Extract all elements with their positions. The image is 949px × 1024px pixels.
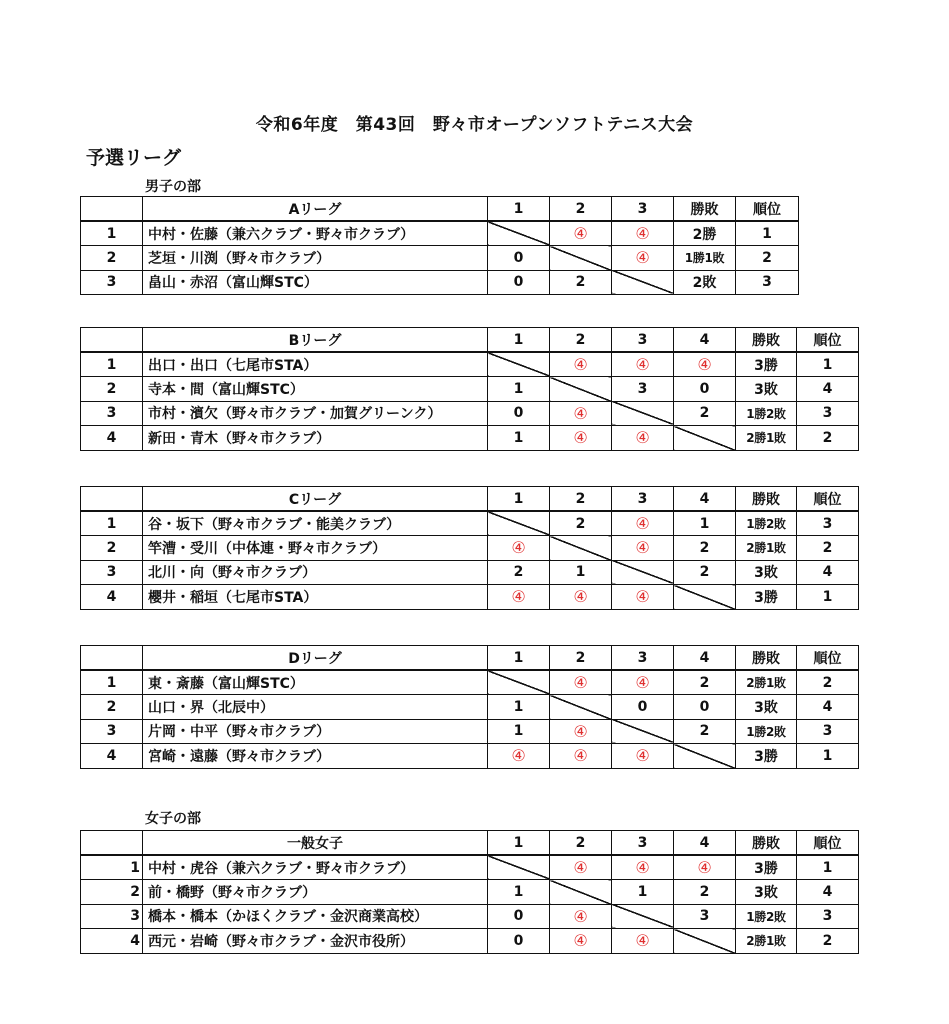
rank-cell: 2 <box>736 246 799 271</box>
self-match-diagonal-cell <box>612 270 674 295</box>
rank-header: 順位 <box>797 831 859 856</box>
self-match-diagonal-cell <box>674 426 736 451</box>
pair-name: 前・橋野（野々市クラブ） <box>143 880 488 905</box>
rank-cell: 2 <box>797 670 859 695</box>
win-mark: ④ <box>635 538 650 558</box>
record-header: 勝敗 <box>736 646 797 671</box>
game-score: 2 <box>699 564 710 581</box>
entry-number: 3 <box>81 270 143 295</box>
score-cell <box>488 536 550 561</box>
rank-header: 順位 <box>797 646 859 671</box>
score-cell <box>612 246 674 271</box>
self-match-diagonal-cell <box>674 929 736 954</box>
record-header: 勝敗 <box>736 328 797 353</box>
pair-name: 西元・岩崎（野々市クラブ・金沢市役所） <box>143 929 488 954</box>
rank-cell: 1 <box>797 352 859 377</box>
game-score: 0 <box>513 908 524 925</box>
self-match-diagonal-cell <box>612 401 674 426</box>
self-match-diagonal-cell <box>550 246 612 271</box>
record-cell: 1勝1敗 <box>674 246 736 271</box>
rank-header: 順位 <box>797 487 859 512</box>
game-score: 0 <box>513 274 524 291</box>
self-match-diagonal-cell <box>488 352 550 377</box>
self-match-diagonal-cell <box>674 585 736 610</box>
table-row <box>81 880 859 905</box>
pair-name: 櫻井・稲垣（七尾市STA） <box>143 585 488 610</box>
table-row <box>81 352 859 377</box>
page-title: 令和6年度 第43回 野々市オープンソフトテニス大会 <box>255 115 694 135</box>
pair-name: 山口・界（北辰中） <box>143 695 488 720</box>
table-row <box>81 511 859 536</box>
win-mark: ④ <box>573 721 588 741</box>
game-score: 0 <box>513 405 524 422</box>
entry-number: 2 <box>81 536 143 561</box>
self-match-diagonal-cell <box>674 744 736 769</box>
score-cell <box>488 560 550 585</box>
league-d-table <box>80 645 859 769</box>
table-row <box>81 426 859 451</box>
header-blank-cell <box>81 328 143 353</box>
score-cell <box>612 695 674 720</box>
header-blank-cell <box>81 831 143 856</box>
score-cell <box>674 560 736 585</box>
opponent-column-header: 4 <box>674 328 736 353</box>
pair-name: 竿漕・受川（中体連・野々市クラブ） <box>143 536 488 561</box>
pair-name: 宮崎・遠藤（野々市クラブ） <box>143 744 488 769</box>
game-score: 0 <box>699 698 710 715</box>
score-cell <box>612 511 674 536</box>
pair-name: 谷・坂下（野々市クラブ・能美クラブ） <box>143 511 488 536</box>
score-cell <box>674 670 736 695</box>
league-name: Bリーグ <box>143 328 488 353</box>
league-b-table <box>80 327 859 451</box>
win-mark: ④ <box>635 673 650 692</box>
table-row <box>81 270 799 295</box>
score-cell <box>488 904 550 929</box>
score-cell <box>550 560 612 585</box>
record-cell: 2勝1敗 <box>736 670 797 695</box>
score-cell <box>612 352 674 377</box>
header-row <box>81 831 859 856</box>
game-score: 0 <box>513 932 524 949</box>
rank-cell: 1 <box>797 585 859 610</box>
header-blank-cell <box>81 487 143 512</box>
entry-number: 1 <box>81 511 143 536</box>
score-cell <box>674 536 736 561</box>
pair-name: 中村・佐藤（兼六クラブ・野々市クラブ） <box>143 221 488 246</box>
score-cell <box>674 855 736 880</box>
win-mark: ④ <box>511 587 526 607</box>
score-cell <box>550 221 612 246</box>
record-header: 勝敗 <box>736 831 797 856</box>
score-cell <box>674 401 736 426</box>
record-cell: 2勝1敗 <box>736 426 797 451</box>
score-cell <box>488 585 550 610</box>
game-score: 1 <box>637 883 648 900</box>
table-row <box>81 744 859 769</box>
opponent-column-header: 1 <box>488 487 550 512</box>
game-score: 0 <box>637 698 648 715</box>
score-cell <box>550 511 612 536</box>
rank-header: 順位 <box>736 197 799 222</box>
self-match-diagonal-cell <box>550 536 612 561</box>
table-row <box>81 585 859 610</box>
score-cell <box>488 929 550 954</box>
score-cell <box>488 426 550 451</box>
rank-header: 順位 <box>797 328 859 353</box>
record-cell: 2勝 <box>674 221 736 246</box>
pair-name: 東・斎藤（富山輝STC） <box>143 670 488 695</box>
entry-number: 2 <box>81 880 143 905</box>
game-score: 3 <box>637 380 648 397</box>
pair-name: 北川・向（野々市クラブ） <box>143 560 488 585</box>
header-blank-cell <box>81 646 143 671</box>
rank-cell: 1 <box>797 744 859 769</box>
record-cell: 3勝 <box>736 855 797 880</box>
entry-number: 1 <box>81 352 143 377</box>
score-cell <box>550 352 612 377</box>
opponent-column-header: 2 <box>550 197 612 222</box>
self-match-diagonal-cell <box>612 904 674 929</box>
win-mark: ④ <box>573 746 588 766</box>
game-score: 2 <box>699 539 710 556</box>
win-mark: ④ <box>511 538 526 558</box>
win-mark: ④ <box>573 906 588 926</box>
women-section-label: 女子の部 <box>145 811 201 827</box>
pair-name: 片岡・中平（野々市クラブ） <box>143 719 488 744</box>
score-cell <box>550 855 612 880</box>
pair-name: 中村・虎谷（兼六クラブ・野々市クラブ） <box>143 855 488 880</box>
pair-name: 畠山・赤沼（富山輝STC） <box>143 270 488 295</box>
self-match-diagonal-cell <box>488 511 550 536</box>
game-score: 2 <box>699 723 710 740</box>
opponent-column-header: 3 <box>612 646 674 671</box>
rank-cell: 2 <box>797 426 859 451</box>
win-mark: ④ <box>573 428 588 448</box>
record-cell: 2勝1敗 <box>736 929 797 954</box>
table-row <box>81 670 859 695</box>
game-score: 2 <box>575 515 586 532</box>
score-cell <box>488 744 550 769</box>
score-cell <box>550 719 612 744</box>
entry-number: 3 <box>81 560 143 585</box>
score-cell <box>674 511 736 536</box>
rank-cell: 2 <box>797 536 859 561</box>
score-cell <box>488 401 550 426</box>
table-row <box>81 221 799 246</box>
pair-name: 新田・青木（野々市クラブ） <box>143 426 488 451</box>
record-cell: 1勝2敗 <box>736 904 797 929</box>
table-row <box>81 855 859 880</box>
self-match-diagonal-cell <box>488 221 550 246</box>
entry-number: 3 <box>81 904 143 929</box>
game-score: 2 <box>575 274 586 291</box>
win-mark: ④ <box>573 224 588 243</box>
score-cell <box>550 744 612 769</box>
entry-number: 1 <box>81 221 143 246</box>
opponent-column-header: 2 <box>550 646 612 671</box>
score-cell <box>612 426 674 451</box>
entry-number: 2 <box>81 695 143 720</box>
self-match-diagonal-cell <box>488 670 550 695</box>
score-cell <box>550 929 612 954</box>
league-name: 一般女子 <box>143 831 488 856</box>
win-mark: ④ <box>573 673 588 692</box>
win-mark: ④ <box>697 355 712 374</box>
game-score: 0 <box>513 249 524 266</box>
rank-cell: 1 <box>736 221 799 246</box>
score-cell <box>674 880 736 905</box>
entry-number: 4 <box>81 585 143 610</box>
score-cell <box>612 221 674 246</box>
header-blank-cell <box>81 197 143 222</box>
record-cell: 3敗 <box>736 377 797 402</box>
header-row <box>81 197 799 222</box>
entry-number: 3 <box>81 401 143 426</box>
record-cell: 3勝 <box>736 744 797 769</box>
league-name: Aリーグ <box>143 197 488 222</box>
self-match-diagonal-cell <box>488 855 550 880</box>
women-league-table <box>80 830 859 954</box>
pair-name: 寺本・間（富山輝STC） <box>143 377 488 402</box>
league-name: Dリーグ <box>143 646 488 671</box>
win-mark: ④ <box>573 355 588 374</box>
entry-number: 4 <box>81 929 143 954</box>
score-cell <box>674 352 736 377</box>
score-cell <box>612 929 674 954</box>
record-cell: 3勝 <box>736 352 797 377</box>
win-mark: ④ <box>511 746 526 766</box>
game-score: 3 <box>699 908 710 925</box>
opponent-column-header: 4 <box>674 646 736 671</box>
record-cell: 3敗 <box>736 880 797 905</box>
pair-name: 芝垣・川渕（野々市クラブ） <box>143 246 488 271</box>
game-score: 1 <box>513 698 524 715</box>
game-score: 2 <box>699 405 710 422</box>
league-a-table <box>80 196 799 295</box>
game-score: 1 <box>513 380 524 397</box>
opponent-column-header: 3 <box>612 487 674 512</box>
score-cell <box>674 904 736 929</box>
score-cell <box>488 880 550 905</box>
score-cell <box>612 670 674 695</box>
game-score: 1 <box>575 564 586 581</box>
score-cell <box>550 585 612 610</box>
self-match-diagonal-cell <box>612 719 674 744</box>
pair-name: 市村・濱欠（野々市クラブ・加賀グリーンク） <box>143 401 488 426</box>
entry-number: 1 <box>81 855 143 880</box>
win-mark: ④ <box>635 746 650 766</box>
record-cell: 3敗 <box>736 560 797 585</box>
record-cell: 1勝2敗 <box>736 401 797 426</box>
win-mark: ④ <box>635 931 650 951</box>
score-cell <box>612 536 674 561</box>
record-header: 勝敗 <box>736 487 797 512</box>
opponent-column-header: 3 <box>612 328 674 353</box>
entry-number: 1 <box>81 670 143 695</box>
score-cell <box>612 744 674 769</box>
rank-cell: 3 <box>797 511 859 536</box>
record-cell: 3勝 <box>736 585 797 610</box>
win-mark: ④ <box>635 355 650 374</box>
table-row <box>81 719 859 744</box>
score-cell <box>612 377 674 402</box>
score-cell <box>550 670 612 695</box>
self-match-diagonal-cell <box>550 695 612 720</box>
header-row <box>81 328 859 353</box>
rank-cell: 3 <box>797 401 859 426</box>
entry-number: 3 <box>81 719 143 744</box>
score-cell <box>488 719 550 744</box>
record-cell: 3敗 <box>736 695 797 720</box>
table-row <box>81 695 859 720</box>
score-cell <box>550 401 612 426</box>
score-cell <box>550 270 612 295</box>
score-cell <box>488 270 550 295</box>
opponent-column-header: 1 <box>488 831 550 856</box>
win-mark: ④ <box>635 248 650 268</box>
table-row <box>81 246 799 271</box>
rank-cell: 3 <box>797 719 859 744</box>
win-mark: ④ <box>573 403 588 423</box>
pair-name: 出口・出口（七尾市STA） <box>143 352 488 377</box>
opponent-column-header: 2 <box>550 831 612 856</box>
game-score: 2 <box>699 883 710 900</box>
win-mark: ④ <box>573 858 588 877</box>
table-row <box>81 929 859 954</box>
opponent-column-header: 4 <box>674 487 736 512</box>
game-score: 1 <box>513 883 524 900</box>
rank-cell: 4 <box>797 377 859 402</box>
header-row <box>81 646 859 671</box>
score-cell <box>488 377 550 402</box>
score-cell <box>612 880 674 905</box>
game-score: 2 <box>699 674 710 691</box>
opponent-column-header: 3 <box>612 197 674 222</box>
score-cell <box>550 904 612 929</box>
opponent-column-header: 4 <box>674 831 736 856</box>
rank-cell: 4 <box>797 695 859 720</box>
self-match-diagonal-cell <box>550 377 612 402</box>
win-mark: ④ <box>635 428 650 448</box>
game-score: 1 <box>513 429 524 446</box>
opponent-column-header: 1 <box>488 328 550 353</box>
entry-number: 2 <box>81 377 143 402</box>
opponent-column-header: 2 <box>550 328 612 353</box>
table-row <box>81 904 859 929</box>
win-mark: ④ <box>697 858 712 877</box>
pair-name: 橋本・橋本（かほくクラブ・金沢商業高校） <box>143 904 488 929</box>
game-score: 0 <box>699 380 710 397</box>
win-mark: ④ <box>635 858 650 877</box>
table-row <box>81 377 859 402</box>
game-score: 1 <box>513 723 524 740</box>
opponent-column-header: 2 <box>550 487 612 512</box>
rank-cell: 3 <box>736 270 799 295</box>
score-cell <box>674 719 736 744</box>
record-cell: 2勝1敗 <box>736 536 797 561</box>
record-cell: 1勝2敗 <box>736 719 797 744</box>
entry-number: 2 <box>81 246 143 271</box>
score-cell <box>488 695 550 720</box>
rank-cell: 1 <box>797 855 859 880</box>
opponent-column-header: 3 <box>612 831 674 856</box>
win-mark: ④ <box>635 587 650 607</box>
win-mark: ④ <box>635 514 650 533</box>
table-row <box>81 401 859 426</box>
league-name: Cリーグ <box>143 487 488 512</box>
win-mark: ④ <box>573 931 588 951</box>
record-header: 勝敗 <box>674 197 736 222</box>
win-mark: ④ <box>573 587 588 607</box>
score-cell <box>674 377 736 402</box>
game-score: 2 <box>513 564 524 581</box>
rank-cell: 2 <box>797 929 859 954</box>
header-row <box>81 487 859 512</box>
score-cell <box>612 855 674 880</box>
rank-cell: 4 <box>797 560 859 585</box>
game-score: 1 <box>699 515 710 532</box>
opponent-column-header: 1 <box>488 646 550 671</box>
score-cell <box>612 585 674 610</box>
opponent-column-header: 1 <box>488 197 550 222</box>
table-row <box>81 560 859 585</box>
entry-number: 4 <box>81 426 143 451</box>
score-cell <box>488 246 550 271</box>
league-c-table <box>80 486 859 610</box>
record-cell: 2敗 <box>674 270 736 295</box>
rank-cell: 3 <box>797 904 859 929</box>
self-match-diagonal-cell <box>550 880 612 905</box>
win-mark: ④ <box>635 224 650 243</box>
record-cell: 1勝2敗 <box>736 511 797 536</box>
table-row <box>81 536 859 561</box>
men-section-label: 男子の部 <box>145 179 201 195</box>
section-heading: 予選リーグ <box>86 147 182 169</box>
rank-cell: 4 <box>797 880 859 905</box>
entry-number: 4 <box>81 744 143 769</box>
score-cell <box>674 695 736 720</box>
self-match-diagonal-cell <box>612 560 674 585</box>
score-cell <box>550 426 612 451</box>
